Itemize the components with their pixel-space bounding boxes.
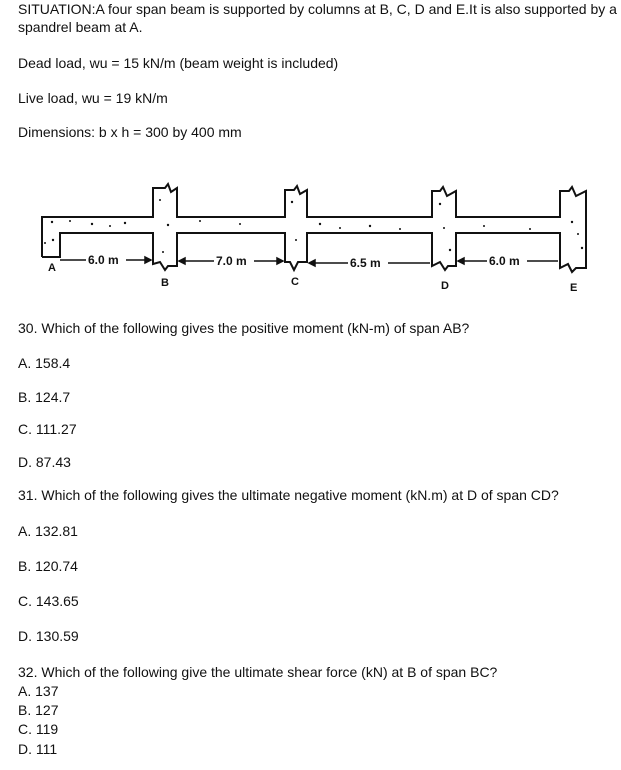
- choice-c[interactable]: C. 119: [18, 721, 59, 737]
- choice-b[interactable]: B. 120.74: [18, 558, 78, 574]
- support-label-e: E: [570, 282, 578, 294]
- choice-b[interactable]: B. 124.7: [18, 389, 71, 405]
- beam-diagram: [0, 180, 621, 295]
- choice-a[interactable]: A. 158.4: [18, 355, 71, 371]
- concrete-speckles: [44, 199, 583, 253]
- dead-load-text: Dead load, wu = 15 kN/m (beam weight is included): [18, 55, 339, 71]
- choice-d[interactable]: D. 87.43: [18, 454, 71, 470]
- question-text: 30. Which of the following gives the positive moment (kN-m) of span AB?: [18, 320, 470, 336]
- span-label-bc: 7.0 m: [216, 254, 247, 268]
- situation-text: SITUATION:A four span beam is supported by columns at B, C, D and E.It is also supported by a spandrel beam at A.: [18, 1, 617, 35]
- live-load-text: Live load, wu = 19 kN/m: [18, 90, 168, 106]
- choice-a[interactable]: A. 137: [18, 683, 59, 699]
- choice-a[interactable]: A. 132.81: [18, 523, 78, 539]
- support-label-b: B: [161, 277, 169, 289]
- support-label-c: C: [291, 276, 299, 288]
- support-label-a: A: [48, 262, 56, 274]
- choice-b[interactable]: B. 127: [18, 702, 59, 718]
- choice-c[interactable]: C. 111.27: [18, 421, 77, 437]
- support-label-d: D: [441, 280, 449, 292]
- span-label-de: 6.0 m: [489, 254, 520, 268]
- question-text: 32. Which of the following give the ultimate shear force (kN) at B of span BC?: [18, 664, 498, 680]
- question-text: 31. Which of the following gives the ultimate negative moment (kN.m) at D of span CD?: [18, 487, 559, 503]
- choice-d[interactable]: D. 130.59: [18, 628, 79, 644]
- span-label-ab: 6.0 m: [88, 253, 119, 267]
- choice-c[interactable]: C. 143.65: [18, 593, 79, 609]
- choice-d[interactable]: D. 111: [18, 741, 58, 757]
- dimensions-text: Dimensions: b x h = 300 by 400 mm: [18, 124, 242, 140]
- span-label-cd: 6.5 m: [350, 256, 381, 270]
